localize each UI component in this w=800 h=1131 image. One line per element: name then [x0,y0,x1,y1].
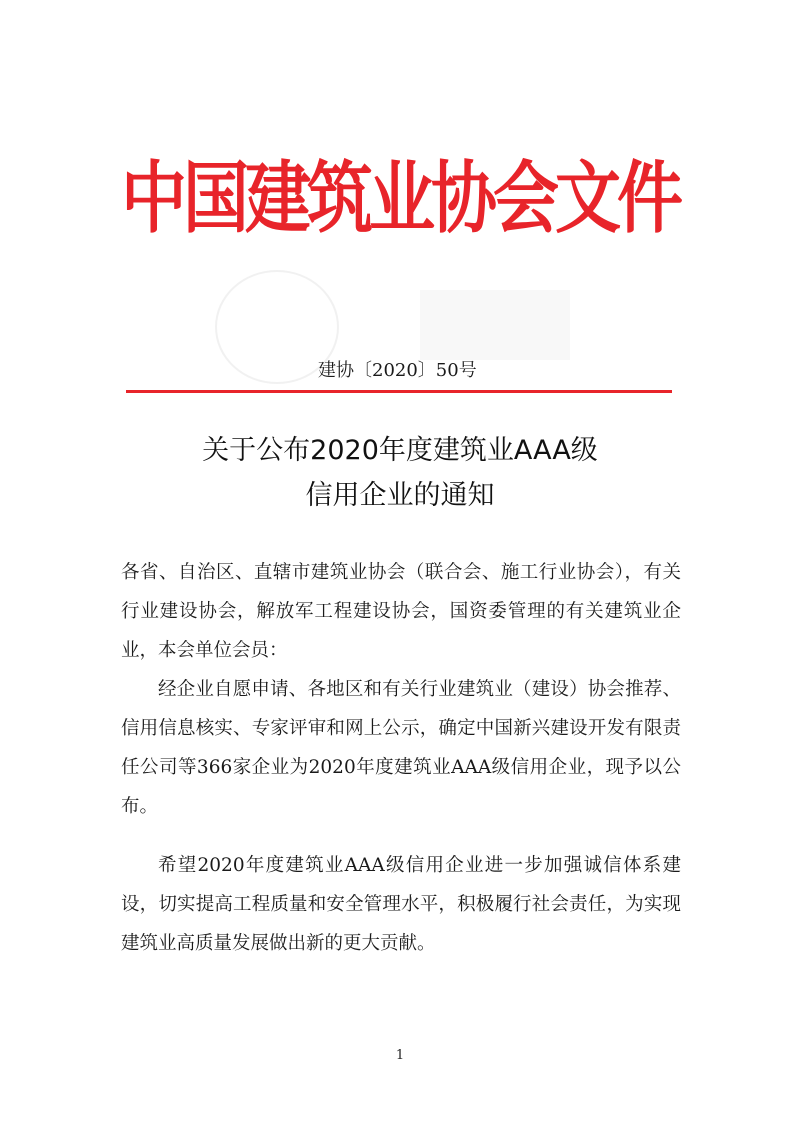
bleed-through-shadow [420,290,570,360]
document-number: 建协〔2020〕50号 [318,360,477,381]
body-paragraph-2: 希望2020年度建筑业AAA级信用企业进一步加强诚信体系建设，切实提高工程质量和安全管理水平，积极履行社会责任，为实现建筑业高质量发展做出新的更大贡献。 [121,855,681,954]
body-paragraph-2-block [121,846,681,963]
body-paragraph-1: 经企业自愿申请、各地区和有关行业建筑业（建设）协会推荐、信用信息核实、专家评审和网上公示，确定中国新兴建设开发有限责任公司等366家企业为2020年度建筑业AAA级信用企业，现予以公布。 [121,679,681,817]
salutation-block [121,553,681,670]
notice-title-line-1: 关于公布2020年度建筑业AAA级 [202,435,598,466]
notice-title-line-2: 信用企业的通知 [305,480,495,511]
page-number: 1 [395,1048,405,1063]
salutation-text: 各省、自治区、直辖市建筑业协会（联合会、施工行业协会），有关行业建设协会，解放军工程建设协会，国资委管理的有关建筑业企业，本会单位会员： [121,562,681,661]
body-paragraph-1-block [121,670,681,826]
document-header-title: 中国建筑业协会文件 [121,152,679,244]
header-red-divider [126,390,672,393]
